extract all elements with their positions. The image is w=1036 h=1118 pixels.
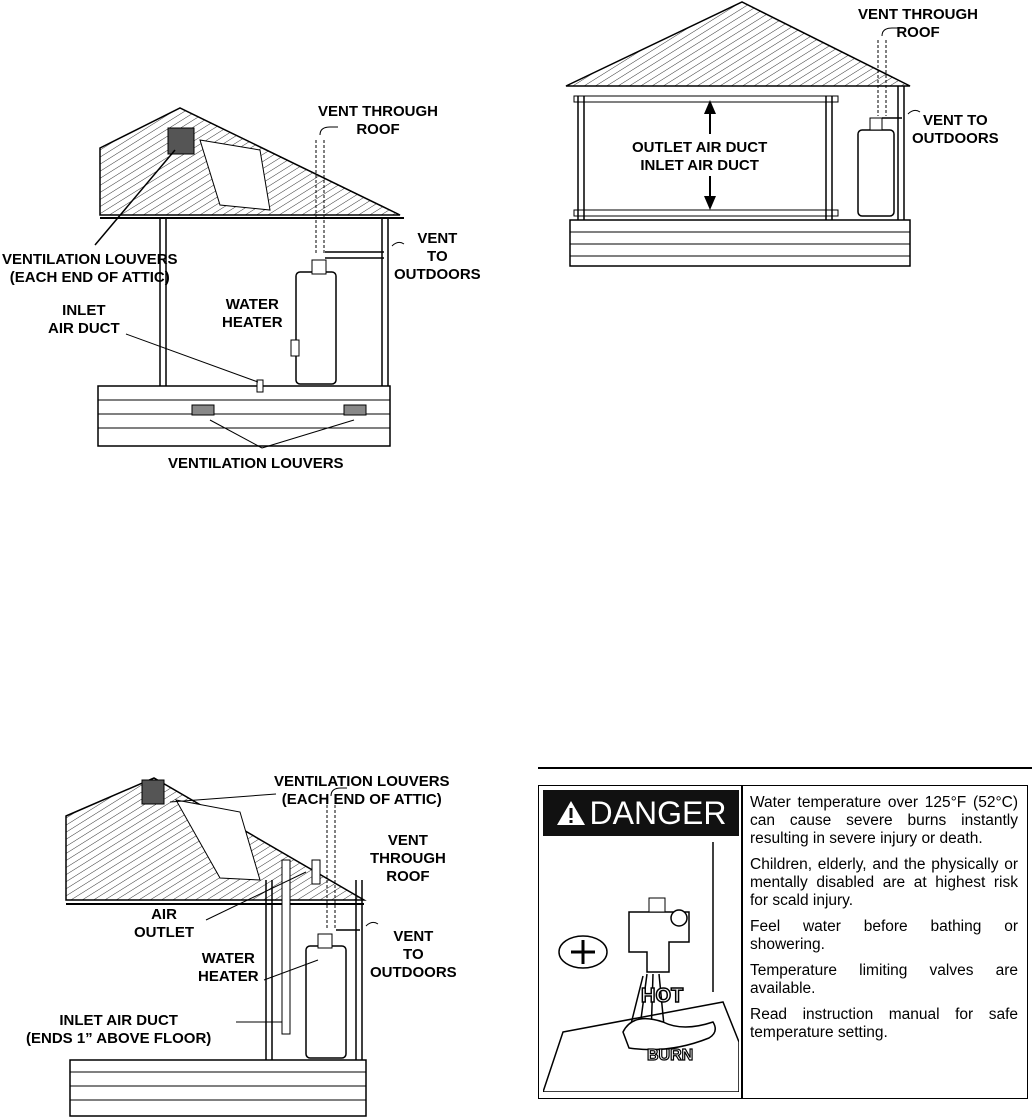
warning-manual: Read instruction manual for safe temperature setting. — [750, 1006, 1018, 1041]
label-inlet-air-duct: INLET AIR DUCT — [48, 302, 120, 337]
label-water-heater: WATER HEATER — [222, 296, 283, 331]
label-vent-through-roof: VENT THROUGH ROOF — [370, 832, 446, 885]
label-water-heater: WATER HEATER — [198, 950, 259, 985]
warning-feel-water: Feel water before bathing or showering. — [750, 918, 1018, 953]
danger-header — [543, 790, 739, 836]
diagram-air-outlet — [0, 760, 520, 1118]
danger-label — [538, 785, 1028, 1099]
label-vent-to-outdoors: VENT TO OUTDOORS — [394, 230, 481, 283]
hot-word: HOT — [641, 985, 684, 1007]
danger-title: DANGER — [589, 794, 727, 831]
label-air-outlet: AIR OUTLET — [134, 906, 194, 941]
scald-illustration — [543, 842, 739, 1092]
danger-warnings — [750, 794, 1018, 1050]
warning-valves: Temperature limiting valves are available. — [750, 962, 1018, 997]
label-attic-louvers: VENTILATION LOUVERS (EACH END OF ATTIC) — [274, 773, 450, 808]
label-vent-through-roof: VENT THROUGH ROOF — [318, 103, 438, 138]
label-attic-louvers: VENTILATION LOUVERS (EACH END OF ATTIC) — [2, 251, 178, 286]
burn-word: BURN — [647, 1047, 694, 1064]
section-rule — [538, 767, 1032, 769]
label-vent-to-outdoors: VENT TO OUTDOORS — [912, 112, 999, 147]
warning-temperature: Water temperature over 125°F (52°C) can cause severe burns instantly resulting in severe injury or death. — [750, 794, 1018, 847]
label-ventilation-louvers: VENTILATION LOUVERS — [168, 455, 344, 472]
diagram-air-ducts — [540, 0, 1036, 280]
danger-divider — [741, 786, 743, 1098]
warning-triangle-icon — [556, 800, 586, 826]
label-vent-through-roof: VENT THROUGH ROOF — [858, 6, 978, 41]
label-air-ducts: OUTLET AIR DUCT INLET AIR DUCT — [632, 139, 768, 174]
diagram-attic-vented — [0, 0, 520, 480]
label-inlet-air-duct: INLET AIR DUCT (ENDS 1” ABOVE FLOOR) — [26, 1012, 212, 1047]
label-vent-to-outdoors: VENT TO OUTDOORS — [370, 928, 457, 981]
warning-at-risk: Children, elderly, and the physically or mentally disabled are at highest risk for scald injury. — [750, 856, 1018, 909]
